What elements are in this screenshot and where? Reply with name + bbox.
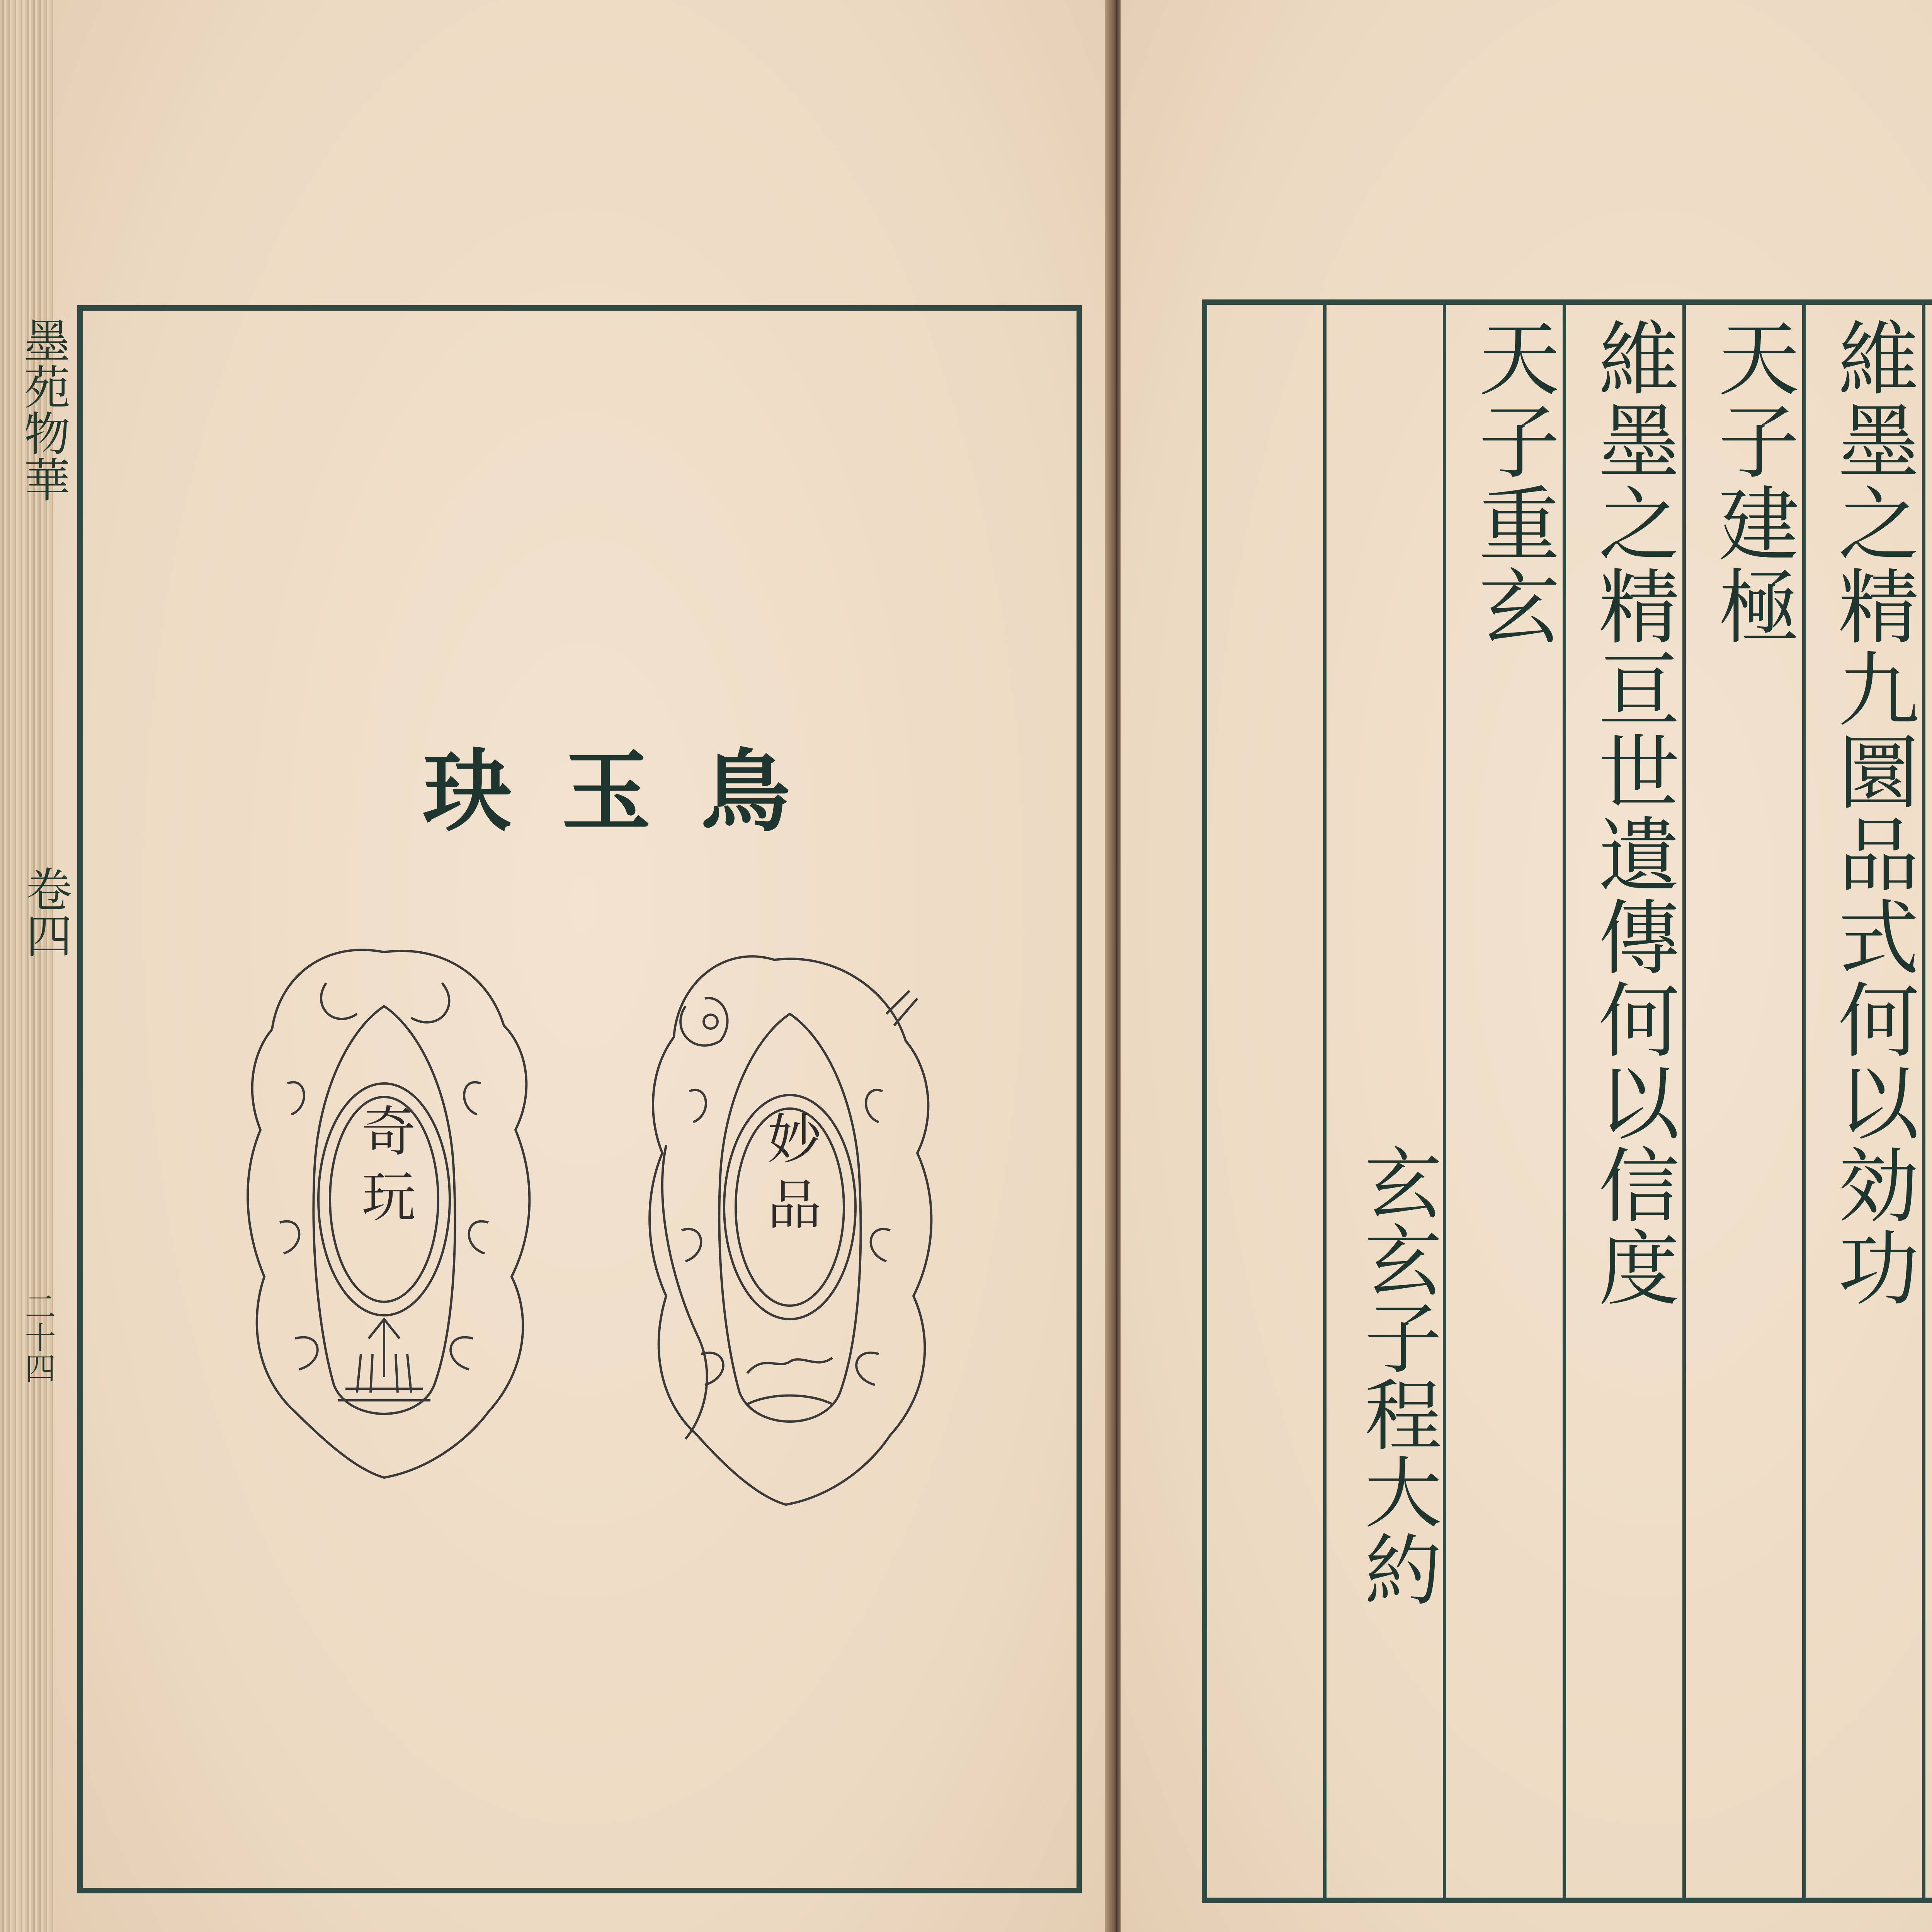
- inscription-column-4: 天子建極: [1705, 316, 1799, 647]
- jade-pendant-qiwan-illustration: [210, 929, 558, 1509]
- right-page-frame: [1202, 299, 1932, 1903]
- left-page-edges: [0, 0, 54, 1932]
- column-rule: [1443, 305, 1446, 1898]
- pendant-miaopin-label: 妙品: [758, 1111, 821, 1242]
- inscription-column-3: 維墨之精九圜品式何以効功: [1825, 316, 1919, 1309]
- left-margin-book-title: 墨苑物華: [16, 317, 70, 502]
- signature-column: 玄玄子程大約: [1352, 1143, 1442, 1607]
- column-rule: [1323, 305, 1327, 1898]
- right-page: [1121, 0, 1932, 1932]
- illustration-title: 鳥玉玦: [423, 740, 840, 844]
- inscription-column-6: 天子重玄: [1465, 316, 1560, 647]
- left-margin-folio: 二十四: [20, 1291, 56, 1383]
- left-page-frame: [77, 305, 1082, 1893]
- jade-pendant-miaopin-illustration: [608, 929, 956, 1532]
- pendant-qiwan-label: 奇玩: [352, 1103, 416, 1234]
- inscription-column-5: 維墨之精亘世遺傳何以信度: [1585, 316, 1680, 1309]
- left-page: [16, 0, 1113, 1932]
- left-margin-volume: 卷四: [18, 866, 72, 958]
